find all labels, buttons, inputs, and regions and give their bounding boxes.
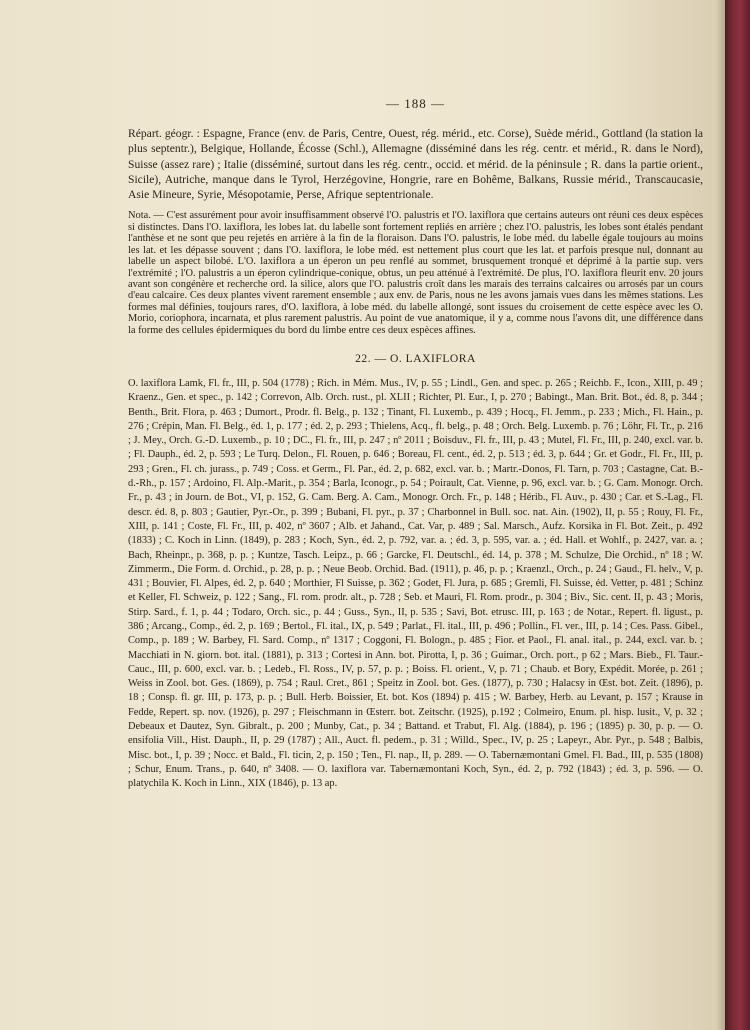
nota-paragraph: Nota. — C'est assurément pour avoir insuffisamment observé l'O. palustris et l'O. laxiflora que certains auteurs ont réuni ces deux espèces si distinctes. Dans l'O. laxiflora, les lobes lat. du labelle sont fortement repliés en arrière ; chez l'O. palustris, les lobes sont étalés pendant l'anthèse et ne sont que peu rejetés en arrière à la fin de la floraison. Dans l'O. palustris, le lobe méd. du labelle égale toujours au moins les lat. et les dépasse souvent ; dans l'O. laxiflora, le lobe méd. est nettement plus court que les lat. et parfois presque nul, donnant au labelle un aspect bilobé. L'O. laxiflora a un éperon un peu renflé au sommet, brusquement tronqué et déprimé à la partie sup. vers l'extrémité ; l'O. palustris a un éperon cylindrique-conique, obtus, un peu atténué à l'extrémité. De plus, l'O. laxiflora fleurit env. 20 jours avant son congénère et recherche ord. la silice, alors que l'O. palustris croît dans les marais des terrains calcaires ou arrosés par un cours d'eau calcaire. Ces deux plantes vivent rarement ensemble ; aux env. de Paris, nous ne les avons jamais vues dans les mêmes stations. Les formes mal définies, toujours rares, d'O. laxiflora, à lobe méd. du labelle allongé, sont issues du croisement de cette espèce avec les O. Morio, coriophora, incarnata, et plus rarement palustris. Au point de vue anatomique, il y a, comme nous l'avons dit, une différence dans la forme des cellules épidermiques du bord du limbe entre ces deux espèces affines.: [128, 210, 703, 336]
synonymy-paragraph: O. laxiflora Lamk, Fl. fr., III, p. 504 (1778) ; Rich. in Mém. Mus., IV, p. 55 ; Lindl., Gen. and spec. p. 265 ; Reichb. F., Icon., XIII, p. 49 ; Kraenz., Gen. et spec., p. 142 ; Correvon, Alb. Orch. rust., pl. XLII ; Richter, Pl. Eur., I, p. 270 ; Babingt., Man. Brit. Bot., éd. 8, p. 344 ; Benth., Brit. Flora, p. 463 ; Dumort., Prodr. fl. Belg., p. 132 ; Tinant, Fl. Luxemb., p. 439 ; Hocq., Fl. Jemm., p. 233 ; Mich., Fl. Hain., p. 276 ; Crépin, Man. Fl. Belg., éd. 1, p. 177 ; éd. 2, p. 293 ; Thielens, Acq., fl. belg., p. 48 ; Orch. Belg. Luxemb. p. 76 ; Löhr, Fl. Tr., p. 216 ; J. Mey., Orch. G.-D. Luxemb., p. 10 ; DC., Fl. fr., III, p. 247 ; nº 2011 ; Boisduv., Fl. fr., III, p. 43 ; Mutel, Fl. Fr., III, p. 240, excl. var. b. ; Fl. Dauph., éd. 2, p. 593 ; Le Turq. Delon., Fl. Rouen, p. 646 ; Boreau, Fl. cent., éd. 2, p. 513 ; éd. 3, p. 644 ; Gr. et Godr., Fl. Fr., III, p. 293 ; Gren., Fl. ch. jurass., p. 749 ; Coss. et Germ., Fl. Par., éd. 2, p. 682, excl. var. b. ; Martr.-Donos, Fl. Tarn, p. 703 ; Castagne, Cat. B.-d.-Rh., p. 157 ; Ardoino, Fl. Alp.-Marit., p. 354 ; Barla, Iconogr., p. 54 ; Poirault, Cat. Vienne, p. 96, excl. var. b. ; G. Cam. Monogr. Orch. Fr., p. 43 ; in Journ. de Bot., VI, p. 152, G. Cam. Berg. A. Cam., Monogr. Orch. Fr., p. 148 ; Hérib., Fl. Auv., p. 430 ; Car. et S.-Lag., Fl. descr. éd. 8, p. 803 ; Gautier, Pyr.-Or., p. 399 ; Bubani, Fl. pyr., p. 37 ; Charbonnel in Bull. soc. nat. Ain. (1902), II, p. 55 ; Rouy, Fl. Fr., XIII, p. 141 ; Coste, Fl. Fr., III, p. 402, nº 3607 ; Alb. et Jahand., Cat. Var, p. 489 ; Sal. Marsch., Aufz. Korsika in Fl. Bot. Zeit., p. 492 (1833) ; C. Koch in Linn. (1849), p. 283 ; Koch, Syn., éd. 2, p. 792, var. a. ; éd. 3, p. 595, var. a. ; éd. Hall. et Wohlf., p. 2427, var. a. ; Bach, Rheinpr., p. 368, p. p. ; Kuntze, Tasch. Leipz., p. 66 ; Garcke, Fl. Deutschl., éd. 14, p. 378 ; M. Schulze, Die Orchid., nº 18 ; W. Zimmerm., Die Form. d. Orchid., p. 28, p. p. ; Neue Beob. Orchid. Bad. (1911), p. 46, p. p. ; Kraenzl., Orch., p. 24 ; Gaud., Fl. helv., V, p. 431 ; Bouvier, Fl. Alpes, éd. 2, p. 640 ; Morthier, Fl Suisse, p. 362 ; Godet, Fl. Jura, p. 685 ; Gremli, Fl. Suisse, éd. Vetter, p. 481 ; Schinz et Keller, Fl. Schweiz, p. 122 ; Sang., Fl. rom. prodr. alt., p. 728 ; Seb. et Mauri, Fl. Rom. prodr., p. 304 ; Biv., Sic. cent. II, p. 43 ; Moris, Stirp. Sard., f. 1, p. 44 ; Todaro, Orch. sic., p. 44 ; Guss., Syn., II, p. 535 ; Savi, Bot. etrusc. III, p. 163 ; de Notar., Repert. fl. ligust., p. 386 ; Arcang., Comp., éd. 2, p. 169 ; Bertol., Fl. ital., IX, p. 549 ; Parlat., Fl. ital., III, p. 496 ; Pollin., Fl. ver., III, p. 14 ; Ces. Pass. Gibel., Comp., p. 189 ; W. Barbey, Fl. Sard. Comp., nº 1317 ; Coggoni, Fl. Bologn., p. 485 ; Fior. et Paol., Fl. anal. ital., p. 244, excl. var. b. ; Macchiati in N. giorn. bot. ital. (1881), p. 313 ; Cortesi in Ann. bot. Pirotta, I, p. 36 ; Guimar., Orch. port., p 62 ; Mars. Bieb., Fl. Taur.-Cauc., III, p. 600, excl. var. b. ; Ledeb., Fl. Ross., IV, p. 57, p. p. ; Boiss. Fl. orient., V, p. 71 ; Chaub. et Bory, Expédit. Morée, p. 261 ; Weiss in Zool. bot. Ges. (1869), p. 754 ; Raul. Cret., 861 ; Speitz in Zool. bot. Ges. (1877), p. 730 ; Halacsy in Œst. bot. Zeit. (1896), p. 18 ; Consp. fl. gr. III, p. 173, p. p. ; Bull. Herb. Boissier, Et. bot. Kos (1894) p. 415 ; W. Barbey, Herb. au Levant, p. 157 ; Krause in Fedde, Repert. sp. nov. (1926), p. 297 ; Fleischmann in Œsterr. bot. Zeitschr. (1925), p.192 ; Colmeiro, Enum. pl. hisp. lusit., V, p. 32 ; Debeaux et Dautez, Syn. Gibralt., p. 200 ; Munby, Cat., p. 34 ; Battand. et Trabut, Fl. Alg. (1884), p. 196 ; (1895) p. 30, p. p. — O. ensifolia Vill., Hist. Dauph., II, p. 29 (1787) ; All., Auct. fl. pedem., p. 31 ; Willd., Spec., IV, p. 25 ; Lapeyr., Abr. Pyr., p. 548 ; Balbis, Misc. bot., I, p. 39 ; Nocc. et Bald., Fl. ticin, 2, p. 150 ; Ten., Fl. nap., II, p. 289. — O. Tabernæmontani Gmel. Fl. Bad., III, p. 535 (1808) ; Schur, Enum. Trans., p. 640, nº 3408. — O. laxiflora var. Tabernæmontani Koch, Syn., éd. 2, p. 792 (1843) ; éd. 3, p. 596. — O. platychila K. Koch in Linn., XIX (1846), p. 13 ap.: [128, 377, 703, 790]
book-binding: [725, 0, 750, 1030]
geographic-distribution: Répart. géogr. : Espagne, France (env. de Paris, Centre, Ouest, rég. mérid., etc. Corse), Suède mérid., Gottland (la station la plus septentr.), Belgique, Hollande, Écosse (Schl.), Allemagne (disséminé dans les rég. centr. et mérid., R. dans le Nord), Suisse (assez rare) ; Italie (disséminé, surtout dans les rég. centr., occid. et mérid. de la péninsule ; R. dans la partie orient., Sicile), Autriche, manque dans le Tyrol, Herzégovine, Hongrie, rare en Bohême, Balkans, Russie mérid., Transcaucasie, Asie Mineure, Syrie, Mésopotamie, Perse, Afrique septentrionale.: [128, 127, 703, 202]
species-heading: 22. — O. LAXIFLORA: [355, 351, 476, 365]
page-number: — 188 —: [386, 96, 445, 111]
page-content: [128, 96, 703, 792]
